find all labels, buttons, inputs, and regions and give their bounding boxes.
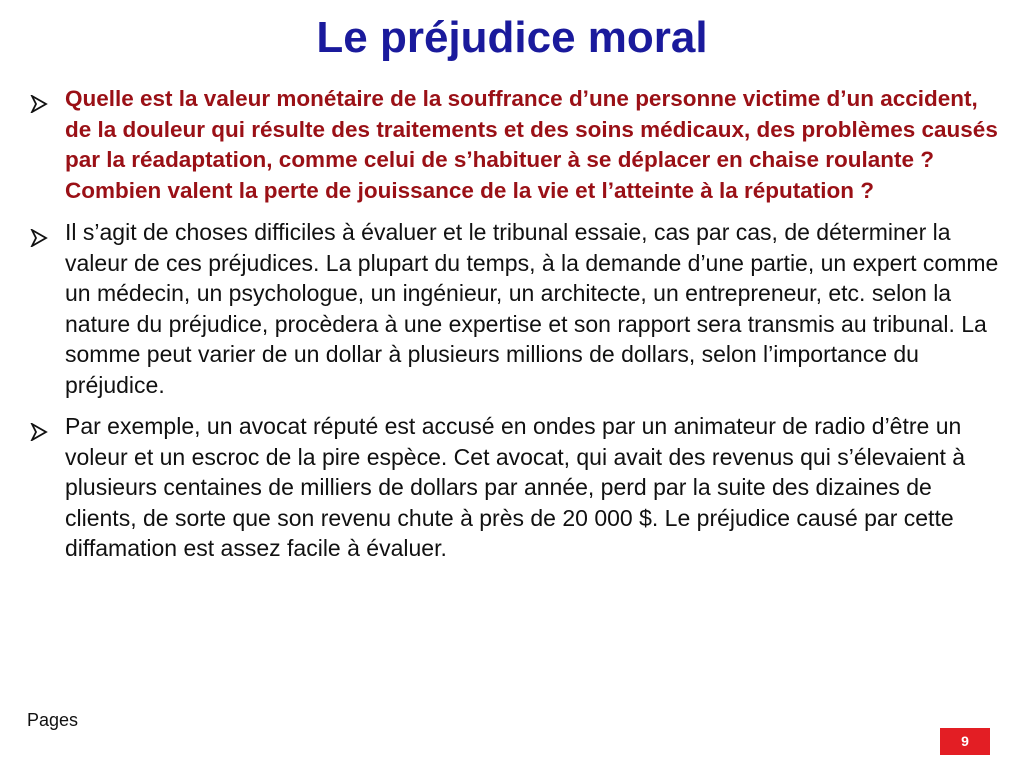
slide-title: Le préjudice moral [316,13,708,62]
bullet-item-evaluation [30,217,1005,400]
bullet-item-example [30,411,1005,564]
bullet-text: Par exemple, un avocat réputé est accusé en ondes par un animateur de radio d’être un voleur et un escroc de la pire espèce. Cet avocat, qui avait des revenus qui s’élevaient à plusieurs centaines de milliers de dollars par année, perd par la suite des dizaines de clients, de sorte que son revenu chute à près de 20 000 $. Le préjudice causé par cette diffamation est assez facile à évaluer. [65,413,966,561]
bullet-text: Il s’agit de choses difficiles à évaluer et le tribunal essaie, cas par cas, de déterminer la valeur de ces préjudices. La plupart du temps, à la demande d’une partie, un expert comme un médecin, un psychologue, un ingénieur, un architecte, un entrepreneur, etc. selon la nature du préjudice, procèdera à une expertise et son rapport sera transmis au tribunal. La somme peut varier de un dollar à plusieurs millions de dollars, selon l’importance du préjudice. [65,219,999,398]
arrowhead-bullet-icon [30,224,48,242]
bullet-list [30,84,1005,575]
arrowhead-bullet-icon [30,418,48,436]
bullet-item-question [30,84,1005,206]
page-number-badge: 9 [940,728,990,755]
arrowhead-bullet-icon [30,91,48,109]
footer-label: Pages [27,710,79,730]
bullet-text: Quelle est la valeur monétaire de la souffrance d’une personne victime d’un accident, de la douleur qui résulte des traitements et des soins médicaux, des problèmes causés par la réadaptation, comme celui de s’habituer à se déplacer en chaise roulante ? Combien valent la perte de jouissance de la vie et l’atteinte à la réputation ? [65,86,998,203]
